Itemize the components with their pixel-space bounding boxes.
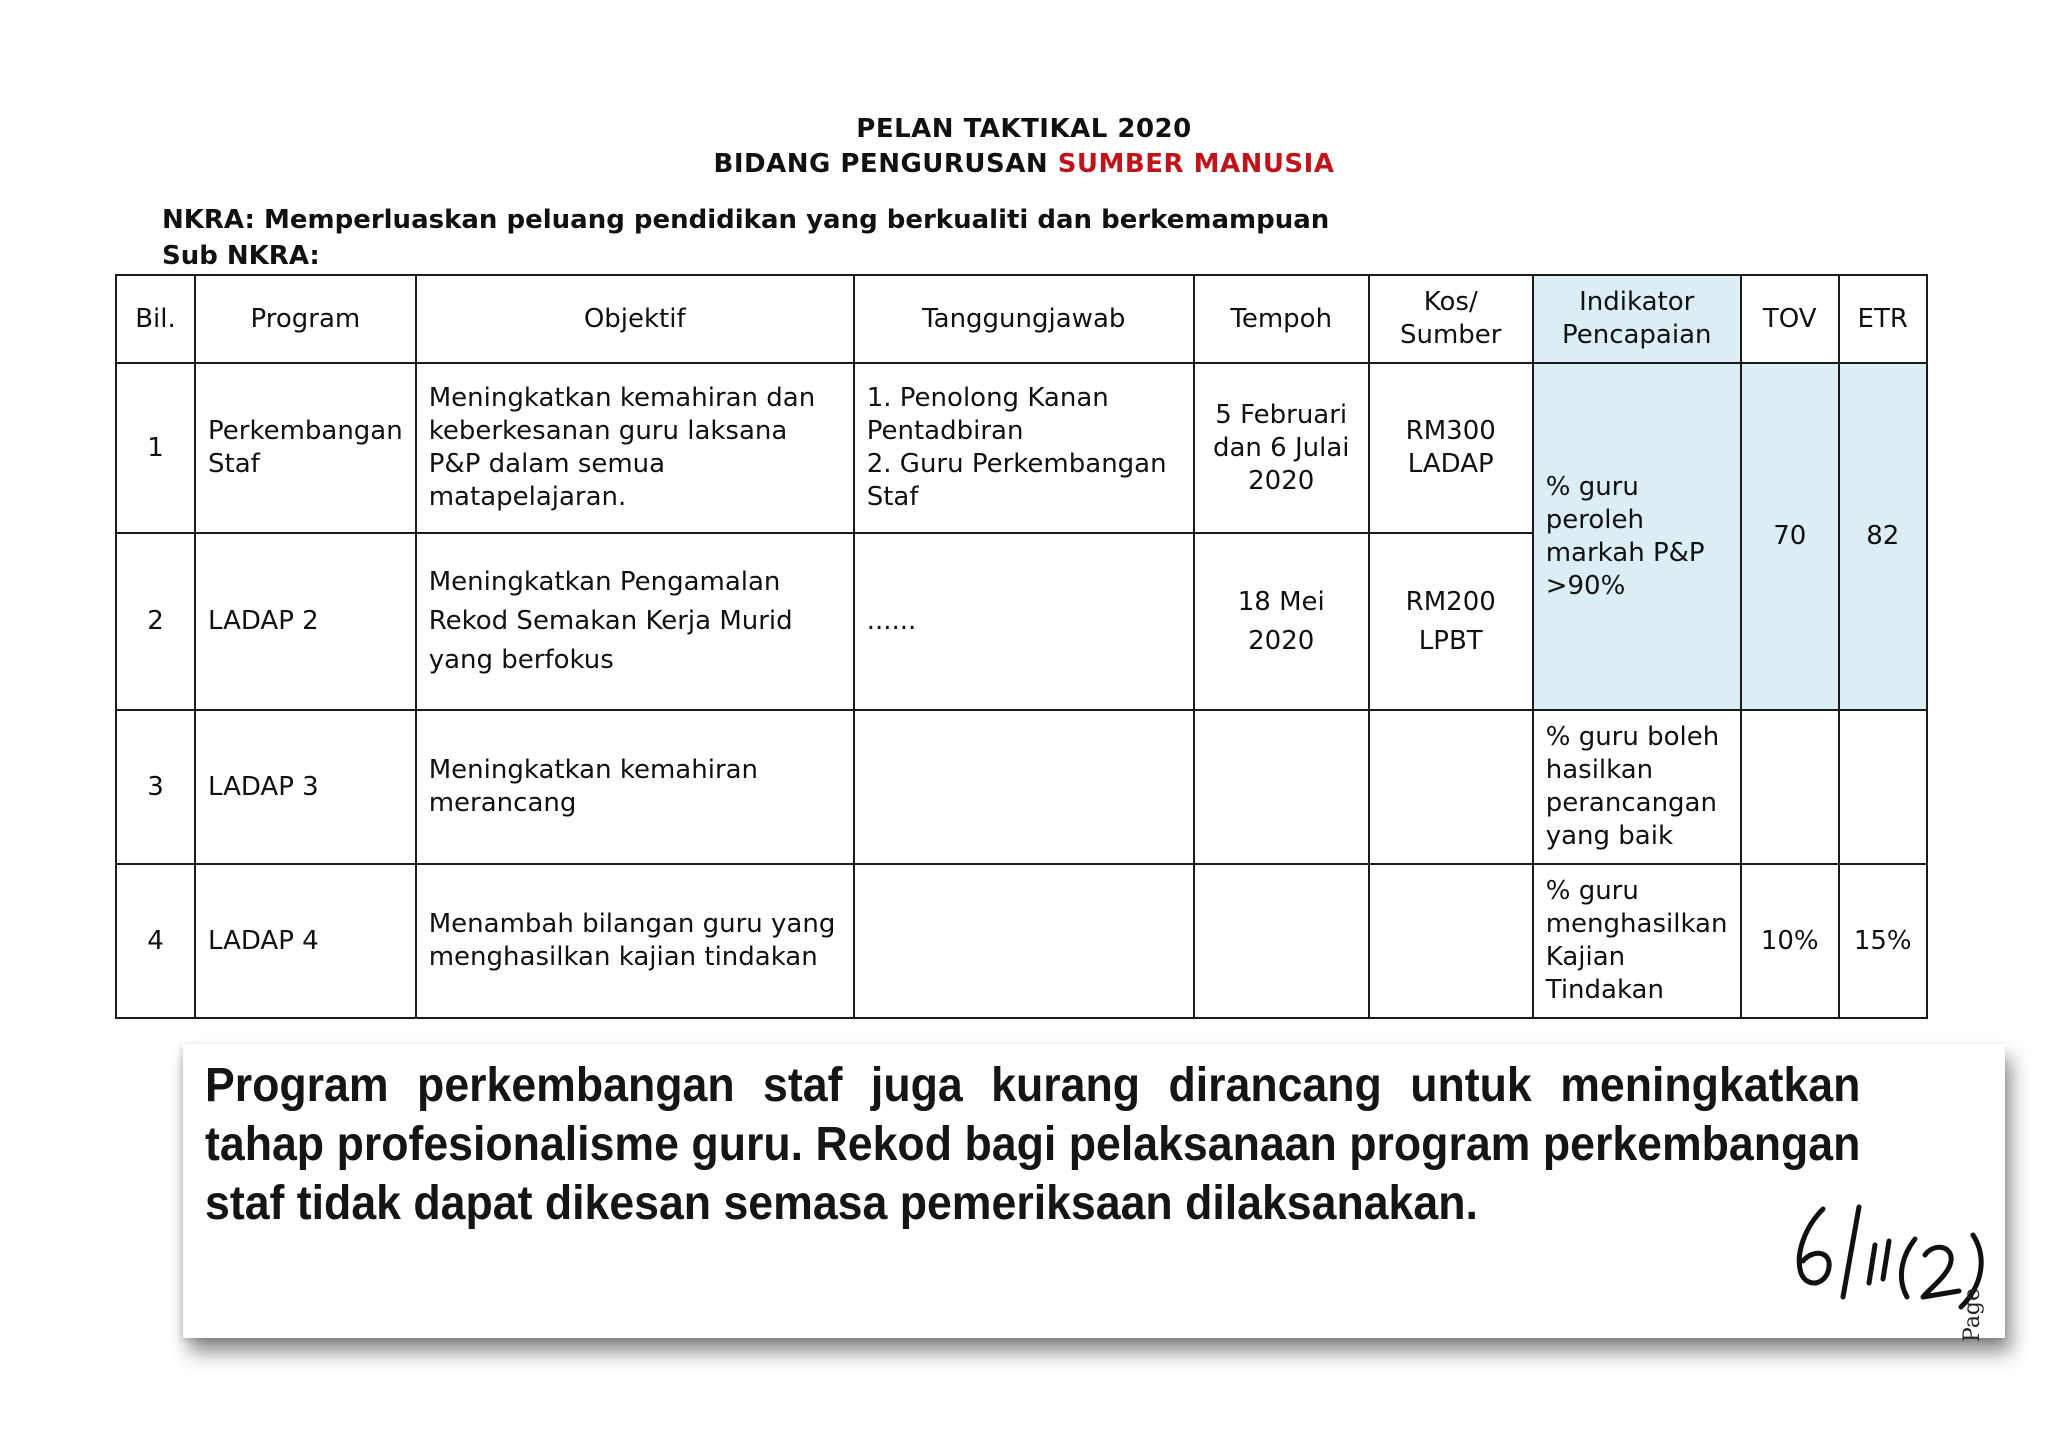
cell-bil: 1 [116, 363, 195, 533]
indikator-line: % guru [1545, 471, 1639, 502]
header-sumber-line: Sumber [1399, 320, 1502, 350]
cell-indikator [1533, 710, 1741, 864]
header-program: Program [195, 275, 416, 363]
tempoh-line: 5 Februari [1215, 399, 1348, 430]
cell-tempoh [1194, 864, 1369, 1018]
indikator-line: >90% [1545, 570, 1626, 601]
header-objektif: Objektif [416, 275, 854, 363]
nkra-block [162, 202, 1329, 274]
objektif-line: menghasilkan kajian tindakan [428, 942, 818, 972]
cell-bil: 3 [116, 710, 195, 864]
cell-indikator [1533, 864, 1741, 1018]
header-kos-line: Kos/ [1423, 287, 1478, 317]
tempoh-line: 18 Mei [1237, 586, 1325, 617]
cell-objektif [416, 363, 854, 533]
cell-tempoh [1194, 363, 1369, 533]
cell-etr-merged: 82 [1839, 363, 1927, 710]
indikator-line: peroleh [1545, 504, 1644, 535]
kos-line: LADAP [1407, 449, 1494, 479]
document-title-block [0, 112, 2048, 182]
table-row [116, 363, 1927, 533]
objektif-line: P&P dalam semua [428, 449, 666, 479]
cell-kos-sumber [1369, 533, 1533, 710]
cell-kos-sumber [1369, 864, 1533, 1018]
indikator-line: menghasilkan [1545, 909, 1728, 939]
cell-tov [1741, 710, 1839, 864]
tanggungjawab-line: 2. Guru Perkembangan [866, 449, 1167, 479]
cell-tov-merged: 70 [1741, 363, 1839, 710]
program-line: Perkembangan [208, 416, 403, 446]
header-etr: ETR [1839, 275, 1927, 363]
program-line: Staf [208, 449, 260, 479]
document-title: PELAN TAKTIKAL 2020 [856, 114, 1192, 144]
cell-program: LADAP 2 [195, 533, 416, 710]
objektif-line: Meningkatkan kemahiran [428, 755, 759, 785]
indikator-line: yang baik [1545, 821, 1674, 851]
tempoh-line: 2020 [1248, 625, 1315, 656]
cell-tanggungjawab [854, 710, 1194, 864]
tanggungjawab-line: Staf [866, 482, 919, 512]
kos-line: RM300 [1405, 416, 1496, 446]
header-kos-sumber [1369, 275, 1533, 363]
indikator-line: % guru [1545, 876, 1639, 906]
header-indikator-line: Indikator [1579, 287, 1695, 317]
cell-program: LADAP 3 [195, 710, 416, 864]
tempoh-line: 2020 [1248, 465, 1315, 496]
objektif-line: Meningkatkan kemahiran dan [428, 383, 816, 413]
tanggungjawab-line: Pentadbiran [866, 416, 1024, 446]
cell-kos-sumber [1369, 363, 1533, 533]
objektif-line: Rekod Semakan Kerja Murid [428, 606, 793, 636]
header-bil: Bil. [116, 275, 195, 363]
table-header-row [116, 275, 1927, 363]
cell-tempoh [1194, 710, 1369, 864]
objektif-line: merancang [428, 788, 577, 818]
cell-etr: 15% [1839, 864, 1927, 1018]
cell-program: LADAP 4 [195, 864, 416, 1018]
subtitle-highlight: SUMBER MANUSIA [1057, 149, 1335, 179]
indikator-line: Tindakan [1545, 975, 1664, 1005]
indikator-line: % guru boleh [1545, 722, 1720, 752]
sub-nkra-label: Sub NKRA: [162, 241, 320, 271]
objektif-line: keberkesanan guru laksana [428, 416, 788, 446]
indikator-line: perancangan [1545, 788, 1717, 818]
cell-indikator-merged [1533, 363, 1741, 710]
cell-tov: 10% [1741, 864, 1839, 1018]
cell-objektif [416, 864, 854, 1018]
cell-bil: 4 [116, 864, 195, 1018]
cell-tanggungjawab [854, 864, 1194, 1018]
tempoh-line: dan 6 Julai [1212, 432, 1350, 463]
tanggungjawab-line: 1. Penolong Kanan [866, 383, 1109, 413]
cell-tanggungjawab: ...... [854, 533, 1194, 710]
header-tempoh: Tempoh [1194, 275, 1369, 363]
objektif-line: Meningkatkan Pengamalan [428, 567, 781, 597]
cell-bil: 2 [116, 533, 195, 710]
indikator-line: Kajian [1545, 942, 1626, 972]
cell-tempoh [1194, 533, 1369, 710]
scanned-note-text: Program perkembangan staf juga kurang dirancang untuk meningkatkan tahap profesionalisme guru. Rekod bagi pelaksanaan program perkembangan staf tidak dapat dikesan semasa pemeriksaan dilaksanakan. [205, 1059, 1861, 1230]
indikator-line: markah P&P [1545, 537, 1705, 568]
header-pencapaian-line: Pencapaian [1561, 320, 1712, 350]
header-tov: TOV [1741, 275, 1839, 363]
cell-kos-sumber [1369, 710, 1533, 864]
indikator-line: hasilkan [1545, 755, 1654, 785]
cell-etr [1839, 710, 1927, 864]
document-subtitle [0, 147, 2048, 182]
scanned-note-card [183, 1044, 2005, 1338]
nkra-statement: NKRA: Memperluaskan peluang pendidikan yang berkualiti dan berkemampuan [162, 205, 1330, 235]
subtitle-prefix: BIDANG PENGURUSAN [713, 149, 1058, 179]
page-label: Page [1960, 1287, 1985, 1342]
cell-objektif [416, 710, 854, 864]
cell-objektif [416, 533, 854, 710]
cell-tanggungjawab [854, 363, 1194, 533]
cell-program [195, 363, 416, 533]
header-indikator-pencapaian [1533, 275, 1741, 363]
tactical-plan-table [115, 274, 1928, 1019]
table-row [116, 864, 1927, 1018]
kos-line: LPBT [1418, 625, 1483, 656]
objektif-line: yang berfokus [428, 645, 614, 675]
kos-line: RM200 [1405, 586, 1496, 617]
objektif-line: Menambah bilangan guru yang [428, 909, 836, 939]
table-row [116, 710, 1927, 864]
header-tanggungjawab: Tanggungjawab [854, 275, 1194, 363]
objektif-line: matapelajaran. [428, 482, 627, 512]
